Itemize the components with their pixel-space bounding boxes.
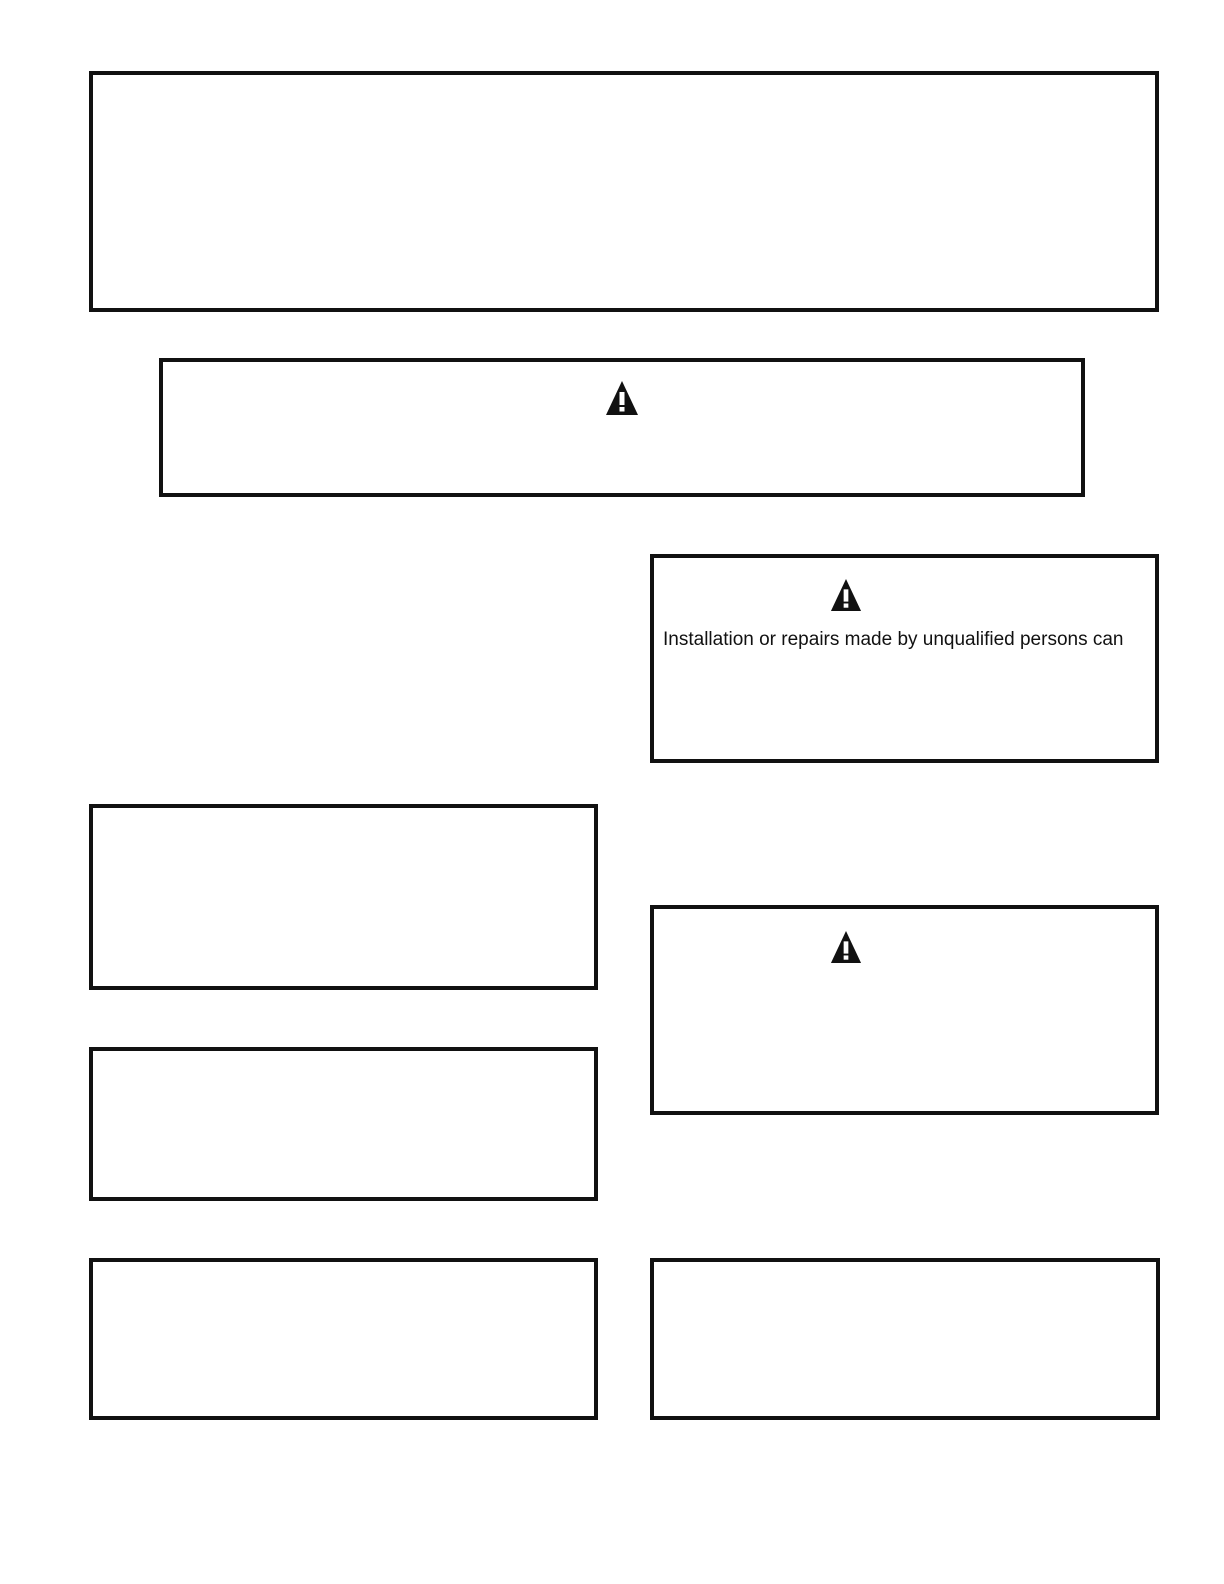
warning-triangle-icon xyxy=(830,578,862,612)
bottom-left-notice-box xyxy=(89,1258,598,1420)
warning-triangle-icon xyxy=(605,380,639,416)
right-warning-box-2 xyxy=(650,905,1159,1115)
left-notice-box-2 xyxy=(89,1047,598,1201)
warning-triangle-icon xyxy=(830,930,862,964)
left-notice-box-1 xyxy=(89,804,598,990)
top-notice-box xyxy=(89,71,1159,312)
qualified-installer-warning-box xyxy=(650,554,1159,763)
center-warning-box xyxy=(159,358,1085,497)
bottom-right-notice-box xyxy=(650,1258,1160,1420)
qualified-installer-warning-text: Installation or repairs made by unqualified persons can xyxy=(663,629,1124,650)
